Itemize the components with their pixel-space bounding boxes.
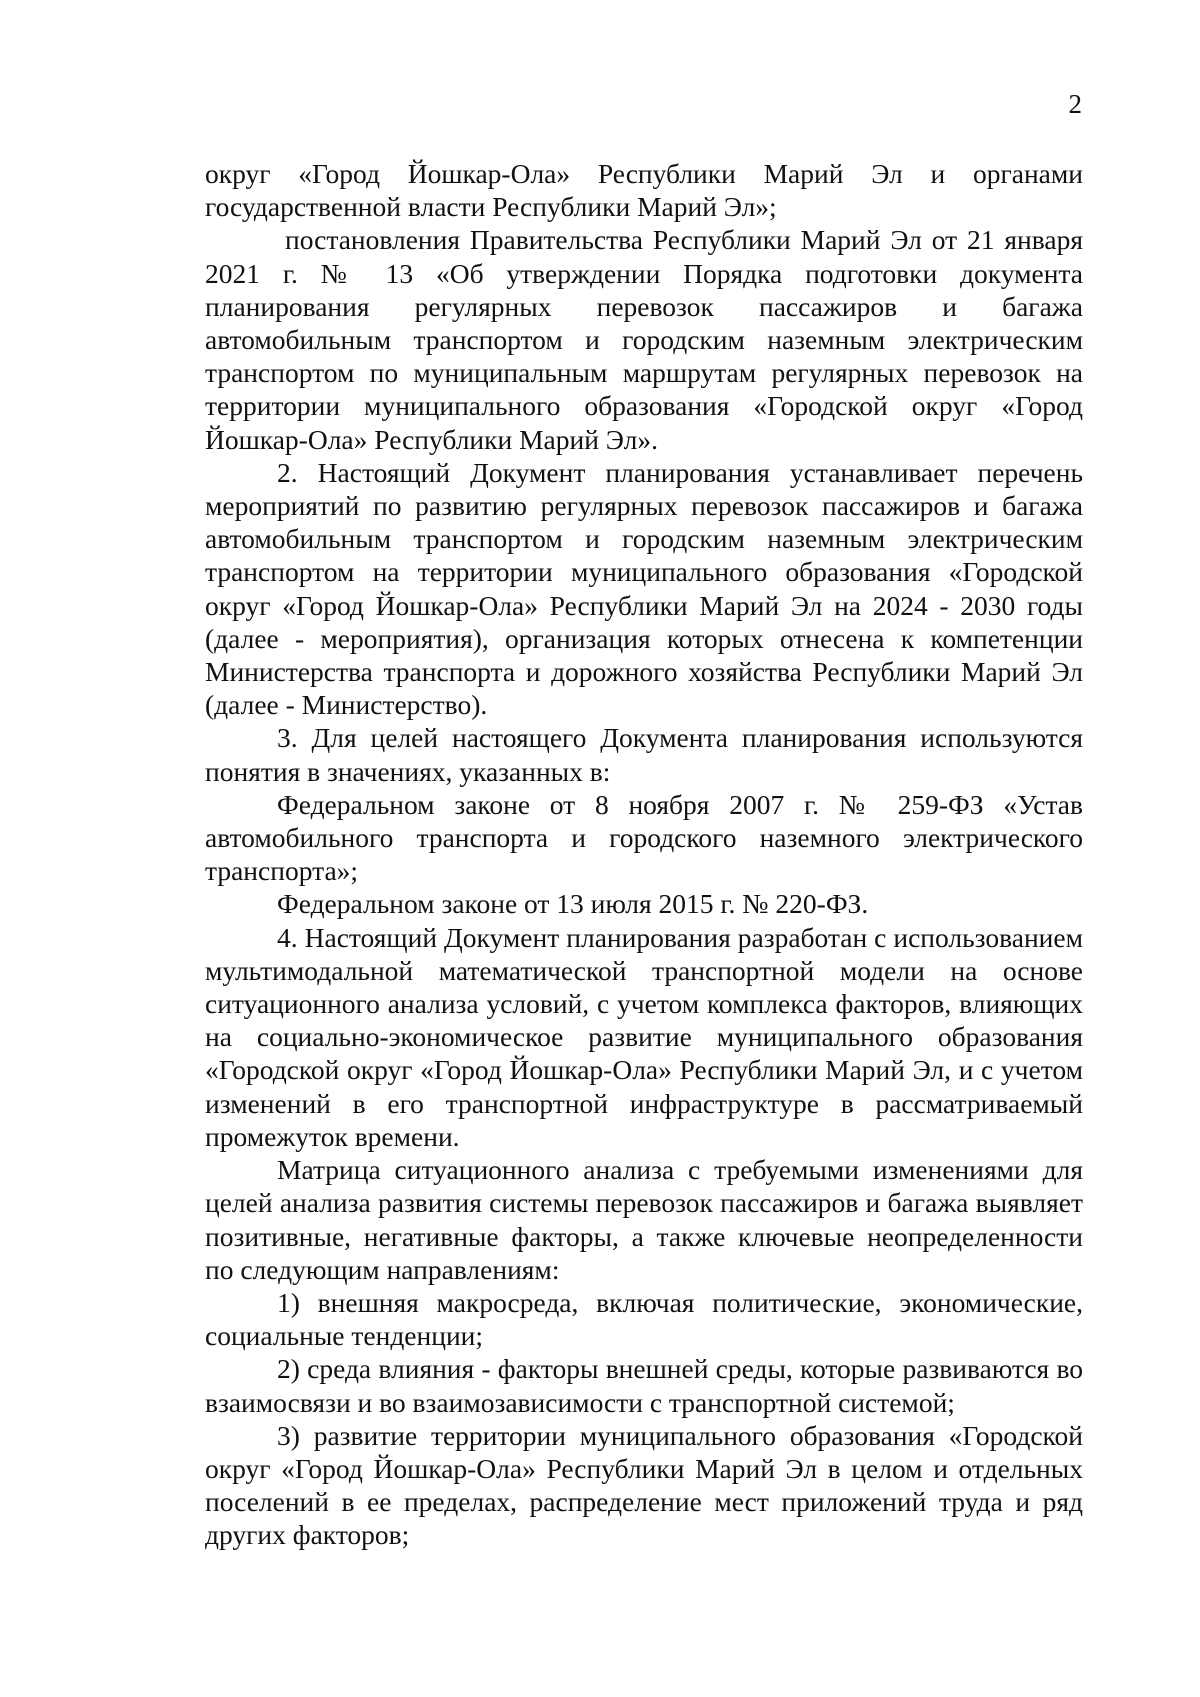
paragraph-federal-law-220: Федеральном законе от 13 июля 2015 г. № 220-ФЗ. bbox=[277, 888, 869, 920]
list-item-2: 2) среда влияния - факторы внешней среды, которые развиваются во взаимосвязи и во взаимозависимости с транспортной системой; bbox=[205, 1353, 1083, 1418]
paragraph-continuation: округ «Город Йошкар-Ола» Республики Марий Эл и органами государственной власти Республики Марий Эл»; bbox=[205, 158, 1083, 223]
list-item-1: 1) внешняя макросреда, включая политические, экономические, социальные тенденции; bbox=[205, 1286, 1083, 1352]
list-item-3: 3) развитие территории муниципального образования «Городской округ «Город Йошкар-Ола» Республики Марий Эл в целом и отдельных поселений в ее пределах, распределение мест приложений труда и ряд других факторов; bbox=[205, 1419, 1083, 1551]
paragraph-situational-matrix: Матрица ситуационного анализа с требуемыми изменениями для целей анализа развития системы перевозок пассажиров и багажа выявляет позитивные, негативные факторы, а также ключевые неопределенности по следующим направлениям: bbox=[205, 1154, 1083, 1285]
paragraph-government-resolution: постановления Правительства Республики Марий Эл от 21 января 2021 г. № 13 «Об утверждении Порядка подготовки документа планирования регулярных перевозок пассажиров и багажа автомобильным транспортом и городским наземным электрическим транспортом по муниципальным маршрутам регулярных перевозок на территории муниципального образования «Городской округ «Город Йошкар-Ола» Республики Марий Эл». bbox=[205, 224, 1083, 455]
page-number: 2 bbox=[1068, 89, 1082, 119]
paragraph-item-3: 3. Для целей настоящего Документа планирования используются понятия в значениях, указанных в: bbox=[205, 722, 1083, 787]
paragraph-federal-law-259: Федеральном законе от 8 ноября 2007 г. № 259-ФЗ «Устав автомобильного транспорта и городского наземного электрического транспорта»; bbox=[205, 788, 1083, 887]
paragraph-item-2: 2. Настоящий Документ планирования устанавливает перечень мероприятий по развитию регулярных перевозок пассажиров и багажа автомобильным транспортом и городским наземным электрическим транспортом на территории муниципального образования «Городской округ «Город Йошкар-Ола» Республики Марий Эл на 2024 - 2030 годы (далее - мероприятия), организация которых отнесена к компетенции Министерства транспорта и дорожного хозяйства Республики Марий Эл (далее - Министерство). bbox=[205, 456, 1083, 721]
document-body bbox=[205, 157, 1083, 1552]
paragraph-item-4: 4. Настоящий Документ планирования разработан с использованием мультимодальной математической транспортной модели на основе ситуационного анализа условий, с учетом комплекса факторов, влияющих на социально-экономическое развитие муниципального образования «Городской округ «Город Йошкар-Ола» Республики Марий Эл, и с учетом изменений в его транспортной инфраструктуре в рассматриваемый промежуток времени. bbox=[205, 921, 1083, 1152]
